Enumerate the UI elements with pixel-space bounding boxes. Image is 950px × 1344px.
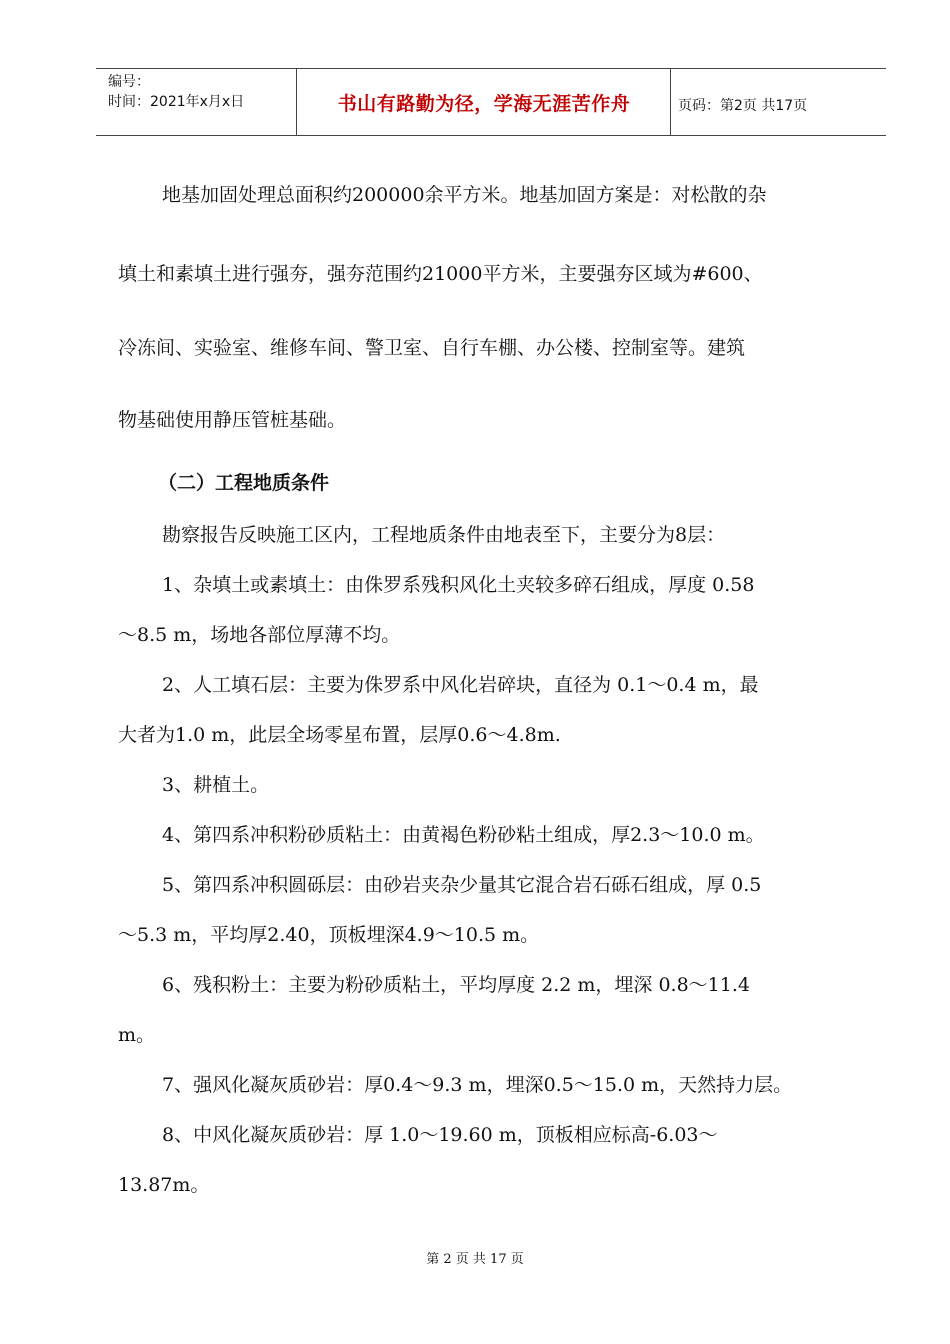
page-footer: 第 2 页 共 17 页: [426, 1252, 524, 1267]
paragraph-line: 6、残积粉土：主要为粉砂质粘土，平均厚度 2.2 m，埋深 0.8～11.4: [162, 974, 750, 996]
paragraph-line: 物基础使用静压管桩基础。: [118, 409, 347, 431]
header-motto: 书山有路勤为径，学海无涯苦作舟: [337, 92, 631, 115]
header-page-info: 页码：第2页 共17页: [678, 98, 808, 114]
header-divider: [296, 69, 297, 135]
paragraph-line: 2、人工填石层：主要为侏罗系中风化岩碎块，直径为 0.1～0.4 m，最: [162, 674, 759, 696]
time-label: 时间：2021年x月x日: [108, 94, 245, 110]
paragraph-line: 7、强风化凝灰质砂岩：厚0.4～9.3 m，埋深0.5～15.0 m，天然持力层。: [162, 1074, 793, 1096]
paragraph-line: ～8.5 m，场地各部位厚薄不均。: [118, 624, 401, 646]
paragraph-line: 勘察报告反映施工区内，工程地质条件由地表至下，主要分为8层：: [162, 524, 726, 546]
paragraph-line: 填土和素填土进行强夯，强夯范围约21000平方米，主要强夯区域为#600、: [118, 263, 763, 285]
paragraph-line: 5、第四系冲积圆砾层：由砂岩夹杂少量其它混合岩石砾石组成，厚 0.5: [162, 874, 762, 896]
header-divider: [670, 69, 671, 135]
paragraph-line: ～5.3 m，平均厚2.40，顶板埋深4.9～10.5 m。: [118, 924, 540, 946]
paragraph-line: 大者为1.0 m，此层全场零星布置，层厚0.6～4.8m.: [118, 724, 561, 746]
paragraph-line: 4、第四系冲积粉砂质粘土：由黄褐色粉砂粘土组成，厚2.3～10.0 m。: [162, 824, 765, 846]
code-label: 编号：: [108, 74, 150, 90]
page-header: [96, 68, 886, 136]
header-meta: [98, 69, 296, 135]
paragraph-line: m。: [118, 1024, 156, 1046]
paragraph-line: 冷冻间、实验室、维修车间、警卫室、自行车棚、办公楼、控制室等。建筑: [118, 337, 746, 359]
paragraph-line: 地基加固处理总面积约200000余平方米。地基加固方案是：对松散的杂: [162, 184, 767, 206]
paragraph-line: 8、中风化凝灰质砂岩：厚 1.0～19.60 m，顶板相应标高-6.03～: [162, 1124, 718, 1146]
paragraph-line: 3、耕植土。: [162, 774, 270, 796]
section-heading: （二）工程地质条件: [158, 472, 330, 494]
paragraph-line: 1、杂填土或素填土：由侏罗系残积风化土夹较多碎石组成，厚度 0.58: [162, 574, 755, 596]
paragraph-line: 13.87m。: [118, 1174, 210, 1196]
